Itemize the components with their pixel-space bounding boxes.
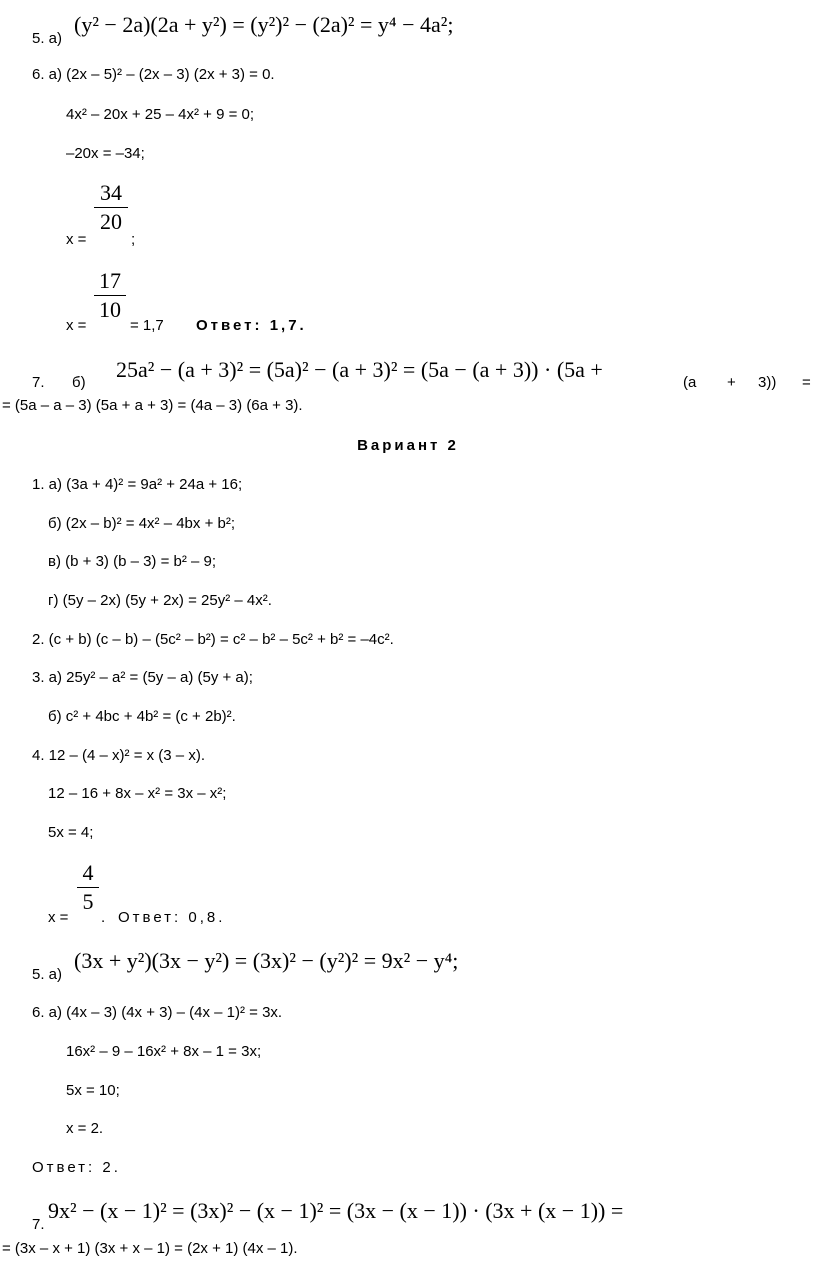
fraction-bar: [77, 887, 99, 888]
item-6a-step2: –20x = –34;: [66, 145, 145, 162]
item-5a-formula: (y² − 2a)(2a + y²) = (y²)² − (2a)² = y⁴ − 4a²;: [74, 12, 454, 37]
v2-item-5a-formula: (3x + y²)(3x − y²) = (3x)² − (y²)² = 9x² − y⁴;: [74, 948, 459, 973]
v2-item-1c: в) (b + 3) (b – 3) = b² – 9;: [48, 553, 217, 570]
v2-item-7-label: 7.: [32, 1216, 45, 1233]
fraction-34-20: [94, 181, 128, 234]
v2-item-1b: б) (2x – b)² = 4x² – 4bx + b²;: [48, 515, 235, 532]
v2-item-1a: 1. а) (3a + 4)² = 9a² + 24a + 16;: [32, 476, 243, 493]
v2-item-4-step2: 5x = 4;: [48, 824, 94, 841]
item-7-tail-plus: +: [727, 374, 736, 391]
fraction-numerator: 17: [99, 268, 121, 293]
v2-item-7-continuation: = (3x – x + 1) (3x + x – 1) = (2x + 1) (4x – 1).: [2, 1240, 298, 1257]
item-6a-x-label: x =: [66, 231, 87, 248]
v2-item-6a: 6. а) (4x – 3) (4x + 3) – (4x – 1)² = 3x.: [32, 1004, 283, 1021]
fraction-denominator: 10: [99, 297, 121, 322]
v2-item-5a-label: 5. а): [32, 966, 63, 983]
v2-item-6a-answer: Ответ: 2.: [32, 1159, 121, 1176]
variant-heading: Вариант 2: [357, 437, 459, 454]
item-7-formula: 25a² − (a + 3)² = (5a)² − (a + 3)² = (5a − (a + 3)) · (5a +: [116, 357, 603, 382]
item-6a-semicolon: ;: [131, 231, 136, 248]
v2-item-4-period: .: [101, 909, 106, 926]
fraction-4-5: [77, 861, 99, 914]
v2-item-2: 2. (c + b) (c – b) – (5c² – b²) = c² – b² – 5c² + b² = –4c².: [32, 631, 394, 648]
fraction-denominator: 5: [82, 889, 94, 914]
item-7-continuation: = (5a – a – 3) (5a + a + 3) = (4a – 3) (6a + 3).: [2, 397, 303, 414]
v2-item-7-formula: 9x² − (x − 1)² = (3x)² − (x − 1)² = (3x − (x − 1)) · (3x + (x − 1)) =: [48, 1198, 624, 1223]
fraction-bar: [94, 295, 126, 296]
v2-item-3b: б) c² + 4bc + 4b² = (c + 2b)².: [48, 708, 236, 725]
v2-item-4-step1: 12 – 16 + 8x – x² = 3x – x²;: [48, 785, 227, 802]
item-6a: 6. а) (2x – 5)² – (2x – 3) (2x + 3) = 0.: [32, 66, 275, 83]
fraction-numerator: 4: [82, 860, 94, 885]
v2-item-4-x-label: x =: [48, 909, 69, 926]
v2-item-4: 4. 12 – (4 – x)² = x (3 – x).: [32, 747, 205, 764]
item-7-b-label: б): [72, 374, 86, 391]
item-7-tail-eq: =: [802, 374, 811, 391]
item-6a-step1: 4x² – 20x + 25 – 4x² + 9 = 0;: [66, 106, 255, 123]
item-5a-label: 5. а): [32, 30, 63, 47]
item-7-tail-a: (a: [683, 374, 697, 391]
v2-item-6a-step1: 16x² – 9 – 16x² + 8x – 1 = 3x;: [66, 1043, 262, 1060]
fraction-numerator: 34: [100, 180, 122, 205]
item-6a-result: = 1,7: [130, 317, 164, 334]
fraction-bar: [94, 207, 128, 208]
v2-item-4-answer: Ответ: 0,8.: [118, 909, 226, 926]
item-6a-answer: Ответ: 1,7.: [196, 317, 307, 334]
fraction-denominator: 20: [100, 209, 122, 234]
v2-item-6a-step3: x = 2.: [66, 1120, 104, 1137]
v2-item-6a-step2: 5x = 10;: [66, 1082, 120, 1099]
item-7-tail-3: 3)): [758, 374, 777, 391]
v2-item-3a: 3. а) 25y² – a² = (5y – a) (5y + a);: [32, 669, 253, 686]
item-7-label: 7.: [32, 374, 45, 391]
fraction-17-10: [94, 269, 126, 322]
v2-item-1d: г) (5y – 2x) (5y + 2x) = 25y² – 4x².: [48, 592, 272, 609]
item-6a-x-label-2: x =: [66, 317, 87, 334]
